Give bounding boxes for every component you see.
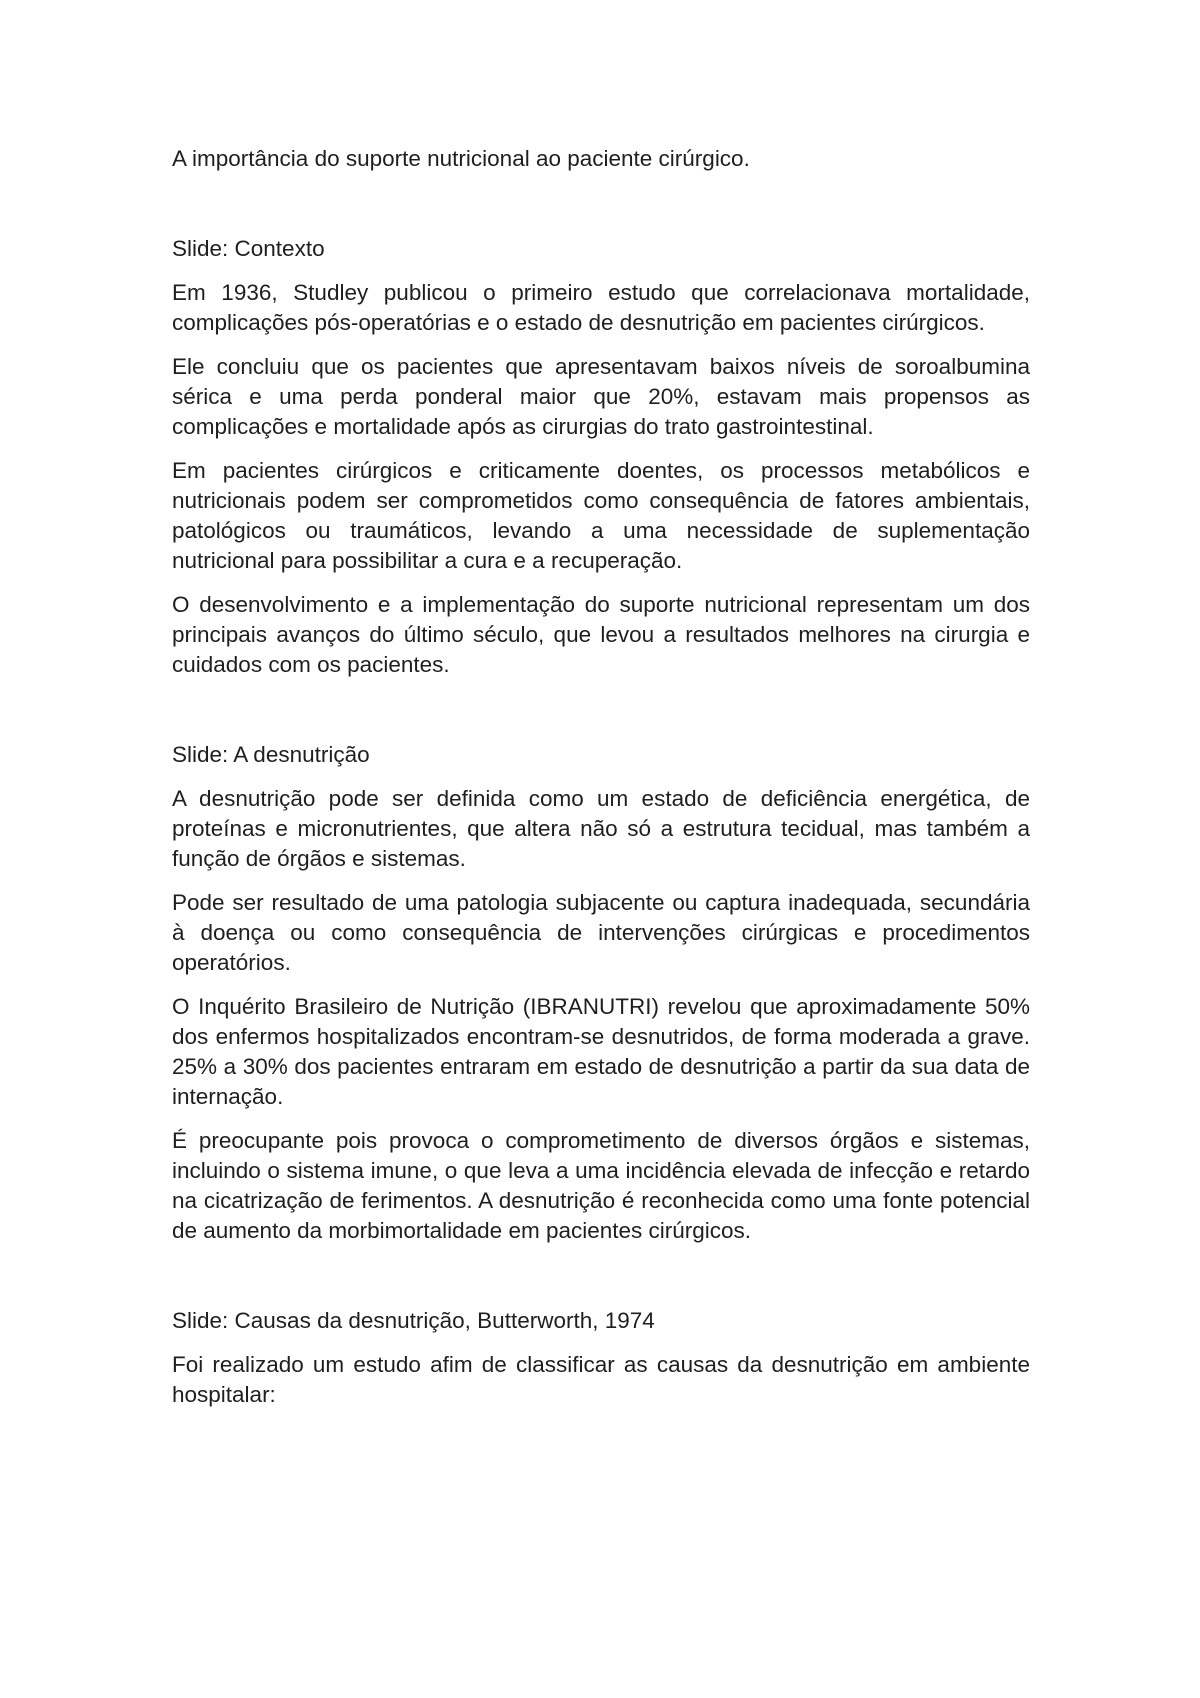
paragraph: A desnutrição pode ser definida como um estado de deficiência energética, de proteínas e micronutrientes, que altera não só a estrutura tecidual, mas também a função de órgãos e sistemas. — [172, 786, 1030, 871]
paragraph: É preocupante pois provoca o comprometimento de diversos órgãos e sistemas, incluindo o sistema imune, o que leva a uma incidência elevada de infecção e retardo na cicatrização de ferimentos. A desnutrição é reconhecida como uma fonte potencial de aumento da morbimortalidade em pacientes cirúrgicos. — [172, 1128, 1030, 1243]
paragraph: Foi realizado um estudo afim de classificar as causas da desnutrição em ambiente hospitalar: — [172, 1352, 1030, 1407]
document-title: A importância do suporte nutricional ao paciente cirúrgico. — [172, 146, 750, 171]
paragraph: Em pacientes cirúrgicos e criticamente doentes, os processos metabólicos e nutricionais podem ser comprometidos como consequência de fatores ambientais, patológicos ou traumáticos, levando a uma necessidade de suplementação nutricional para possibilitar a cura e a recuperação. — [172, 458, 1030, 573]
paragraph: Ele concluiu que os pacientes que apresentavam baixos níveis de soroalbumina sérica e uma perda ponderal maior que 20%, estavam mais propensos as complicações e mortalidade após as cirurgias do trato gastrointestinal. — [172, 354, 1030, 439]
slide-heading: Slide: A desnutrição — [172, 742, 370, 767]
section-contexto — [172, 234, 1030, 680]
section-causas-desnutricao — [172, 1306, 1030, 1410]
paragraph: Pode ser resultado de uma patologia subjacente ou captura inadequada, secundária à doença ou como consequência de intervenções cirúrgicas e procedimentos operatórios. — [172, 890, 1030, 975]
paragraph: Em 1936, Studley publicou o primeiro estudo que correlacionava mortalidade, complicações pós-operatórias e o estado de desnutrição em pacientes cirúrgicos. — [172, 280, 1030, 335]
document-body — [172, 144, 1030, 1424]
slide-heading: Slide: Causas da desnutrição, Butterworth, 1974 — [172, 1308, 655, 1333]
paragraph: O desenvolvimento e a implementação do suporte nutricional representam um dos principais avanços do último século, que levou a resultados melhores na cirurgia e cuidados com os pacientes. — [172, 592, 1030, 677]
paragraph: O Inquérito Brasileiro de Nutrição (IBRANUTRI) revelou que aproximadamente 50% dos enfermos hospitalizados encontram-se desnutridos, de forma moderada a grave. 25% a 30% dos pacientes entraram em estado de desnutrição a partir da sua data de internação. — [172, 994, 1030, 1109]
slide-heading: Slide: Contexto — [172, 236, 325, 261]
section-desnutricao — [172, 740, 1030, 1246]
